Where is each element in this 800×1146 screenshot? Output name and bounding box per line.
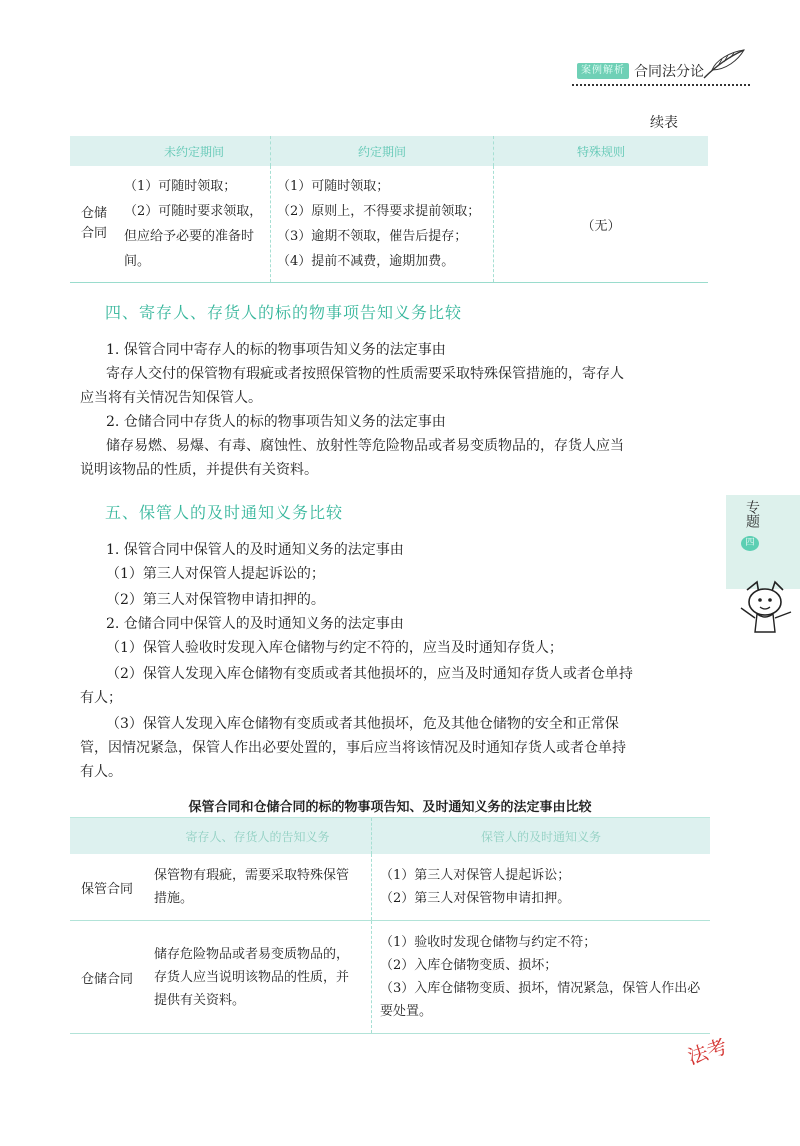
table-caption: 保管合同和仓储合同的标的物事项告知、及时通知义务的法定事由比较 — [188, 800, 592, 815]
list-item: （2）原则上，不得要求提前领取； — [277, 204, 481, 219]
paragraph-line: 有人。 — [80, 764, 122, 780]
list-item: （3）逾期不领取，催告后提存； — [277, 229, 468, 244]
list-item: （2）可随时要求领取，但应给予必要的准备时间。 — [124, 204, 263, 269]
table-header-cell: 保管人的及时通知义务 — [372, 818, 711, 855]
running-header-title: 合同法分论 — [634, 64, 704, 80]
chapter-tab — [726, 495, 800, 589]
row-header-cell: 仓储 合同 — [70, 166, 118, 283]
table-cell — [271, 166, 494, 283]
table-header-row — [70, 818, 710, 855]
table-cell — [372, 854, 711, 921]
table-row — [70, 854, 710, 921]
list-item: （1）可随时领取； — [277, 179, 390, 194]
table-header-cell — [70, 136, 118, 166]
handwritten-stamp: 法考 — [684, 1034, 731, 1070]
table-cell — [372, 921, 711, 1034]
table-row — [70, 166, 708, 283]
table-cell: 保管物有瑕疵，需要采取特殊保管措施。 — [144, 854, 372, 921]
paragraph — [80, 662, 706, 710]
list-item: （1）第三人对保管人提起诉讼； — [380, 868, 571, 883]
table-header-row — [70, 136, 708, 166]
paragraph: 2. 仓储合同中存货人的标的物事项告知义务的法定事由 — [106, 414, 446, 430]
row-header-cell: 仓储合同 — [70, 921, 144, 1034]
paragraph-line: 储存易燃、易爆、有毒、腐蚀性、放射性等危险物品或者易变质物品的，存货人应当 — [106, 438, 624, 454]
list-item: （1）验收时发现仓储物与约定不符； — [380, 935, 597, 950]
paragraph — [80, 362, 706, 410]
table-cell — [118, 166, 271, 283]
list-item: （3）入库仓储物变质、损坏，情况紧急，保管人作出必要处置。 — [380, 981, 701, 1019]
paragraph-line: 管，因情况紧急，保管人作出必要处置的，事后应当将该情况及时通知存货人或者仓单持 — [80, 740, 626, 756]
header-badge: 案例解析 — [577, 63, 629, 79]
list-item: （2）第三人对保管物申请扣押。 — [380, 891, 571, 906]
table-cell: 储存危险物品或者易变质物品的，存货人应当说明该物品的性质，并提供有关资料。 — [144, 921, 372, 1034]
section-heading: 四、寄存人、存货人的标的物事项告知义务比较 — [105, 303, 463, 322]
table-header-cell: 约定期间 — [271, 136, 494, 166]
row-header-cell: 保管合同 — [70, 854, 144, 921]
table-row — [70, 921, 710, 1034]
table-header-cell: 未约定期间 — [118, 136, 271, 166]
table-header-cell: 特殊规则 — [494, 136, 709, 166]
list-item: （1）可随时领取； — [124, 179, 237, 194]
mascot-icon — [735, 578, 797, 638]
paragraph: 1. 保管合同中寄存人的标的物事项告知义务的法定事由 — [106, 342, 446, 358]
table-header-cell: 寄存人、存货人的告知义务 — [144, 818, 372, 855]
chapter-tab-label: 专题 — [744, 500, 760, 528]
paragraph-line: （3）保管人发现入库仓储物有变质或者其他损坏，危及其他仓储物的安全和正常保 — [106, 716, 619, 732]
paragraph: 2. 仓储合同中保管人的及时通知义务的法定事由 — [106, 616, 404, 632]
chapter-tab-number: 四 — [741, 536, 759, 551]
paragraph — [80, 712, 706, 784]
feather-icon — [700, 48, 746, 82]
list-item: （4）提前不减费，逾期加费。 — [277, 254, 455, 269]
table-cell: （无） — [494, 166, 709, 283]
warehousing-period-table — [70, 136, 708, 283]
section-heading: 五、保管人的及时通知义务比较 — [105, 503, 344, 522]
paragraph — [80, 434, 706, 482]
paragraph: （1）保管人验收时发现入库仓储物与约定不符的，应当及时通知存货人； — [106, 640, 563, 656]
paragraph-line: 有人； — [80, 690, 122, 706]
paragraph-line: 说明该物品的性质，并提供有关资料。 — [80, 462, 318, 478]
paragraph: （1）第三人对保管人提起诉讼的； — [106, 566, 325, 582]
table-header-cell — [70, 818, 144, 855]
list-item: （2）入库仓储物变质、损坏； — [380, 958, 558, 973]
duty-comparison-table — [70, 817, 710, 1034]
paragraph-line: 寄存人交付的保管物有瑕疵或者按照保管物的性质需要采取特殊保管措施的，寄存人 — [106, 366, 624, 382]
paragraph-line: 应当将有关情况告知保管人。 — [80, 390, 262, 406]
continued-label: 续表 — [650, 115, 678, 131]
paragraph: 1. 保管合同中保管人的及时通知义务的法定事由 — [106, 542, 404, 558]
header-divider — [572, 84, 750, 86]
paragraph: （2）第三人对保管物申请扣押的。 — [106, 592, 325, 608]
paragraph-line: （2）保管人发现入库仓储物有变质或者其他损坏的，应当及时通知存货人或者仓单持 — [106, 666, 633, 682]
